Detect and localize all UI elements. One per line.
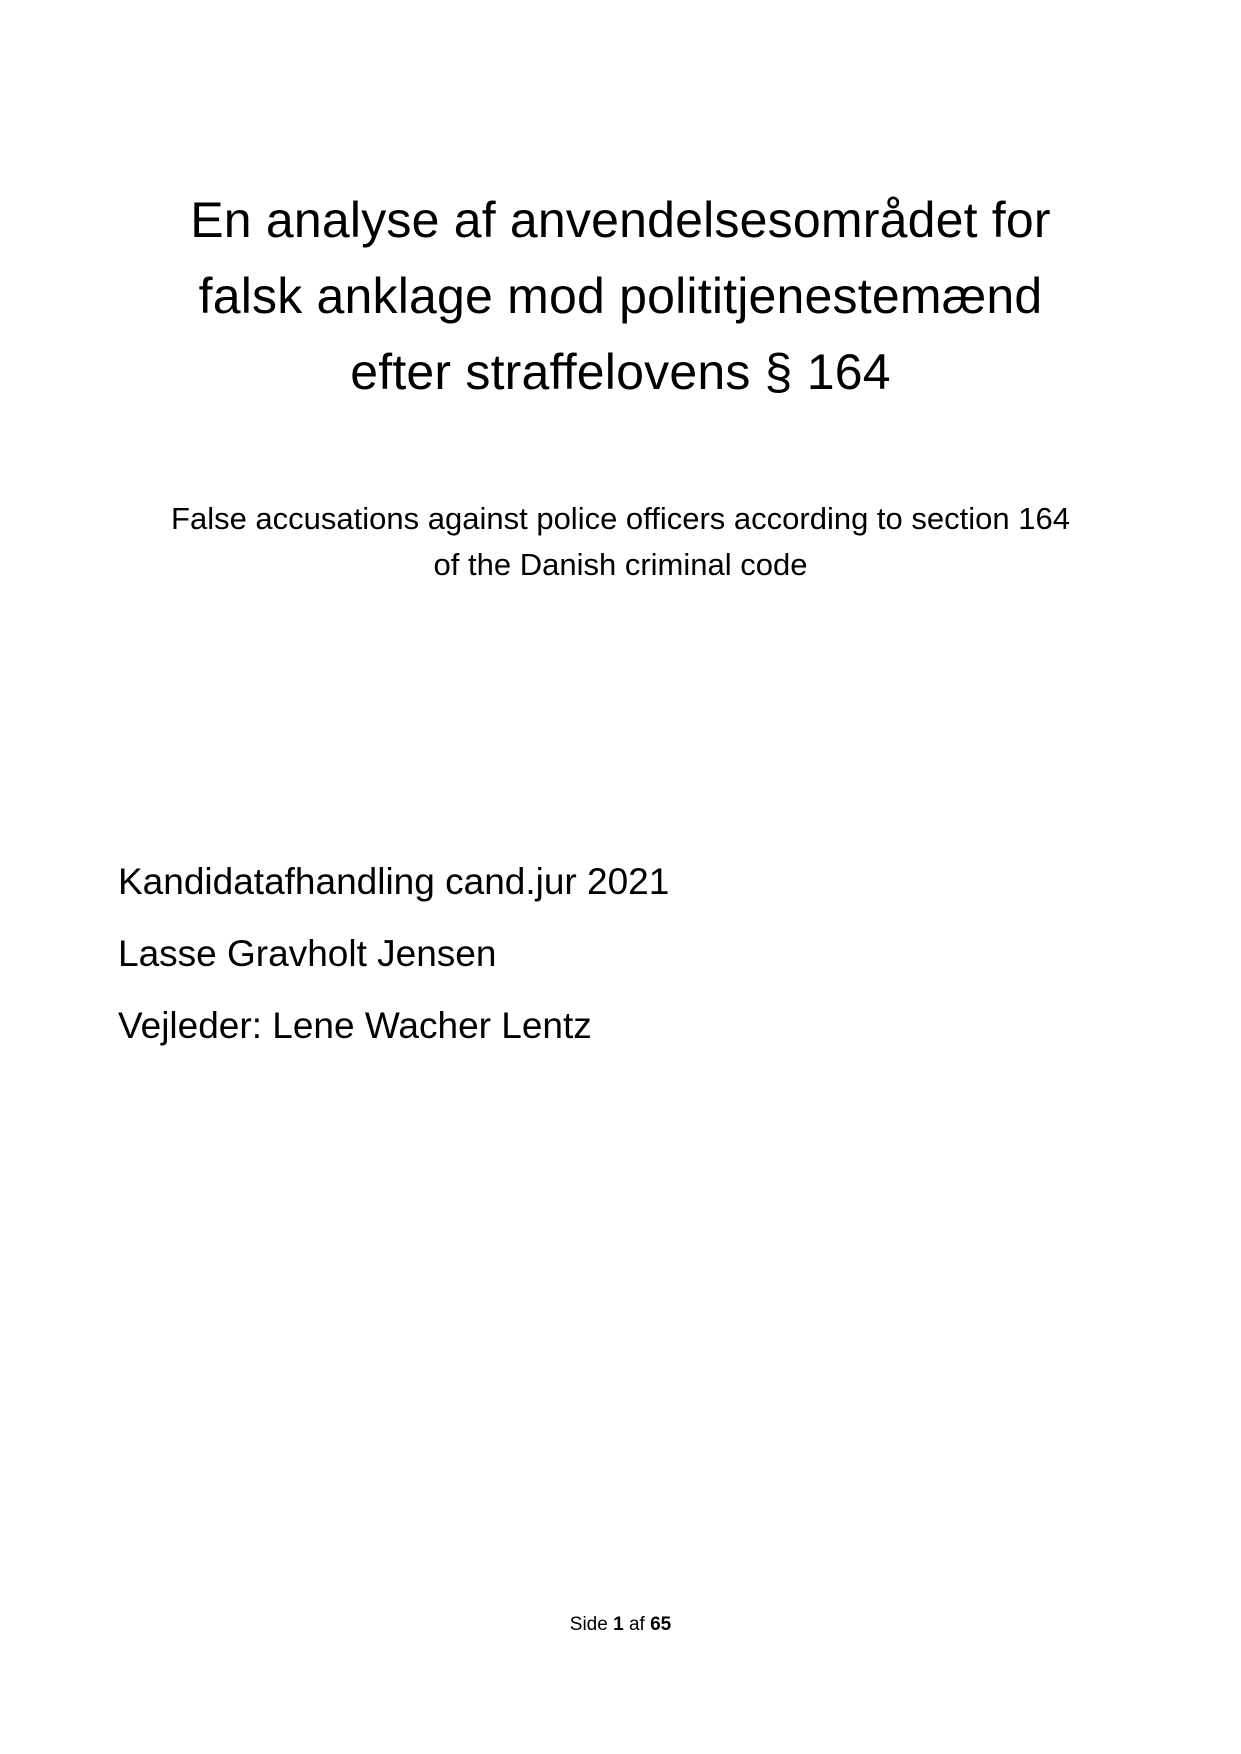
title-line-1: En analyse af anvendelsesområdet for	[190, 192, 1051, 248]
title-line-3: efter straffelovens § 164	[350, 344, 891, 400]
title-line-2: falsk anklage mod polititjenestemænd	[198, 268, 1043, 324]
page-separator: af	[628, 1614, 645, 1635]
total-page-count: 65	[650, 1614, 672, 1635]
author-name: Lasse Gravholt Jensen	[118, 933, 497, 974]
page-title	[0, 182, 1241, 410]
supervisor-name: Vejleder: Lene Wacher Lentz	[118, 1005, 592, 1046]
page-number-footer	[0, 1612, 1241, 1638]
subtitle-line-1: False accusations against police officers according to section 164	[171, 501, 1070, 536]
current-page-number: 1	[613, 1614, 624, 1635]
thesis-type: Kandidatafhandling cand.jur 2021	[118, 861, 670, 902]
thesis-details	[118, 846, 669, 1062]
subtitle-line-2: of the Danish criminal code	[433, 547, 808, 582]
page-prefix: Side	[569, 1614, 608, 1635]
english-subtitle	[0, 496, 1241, 588]
